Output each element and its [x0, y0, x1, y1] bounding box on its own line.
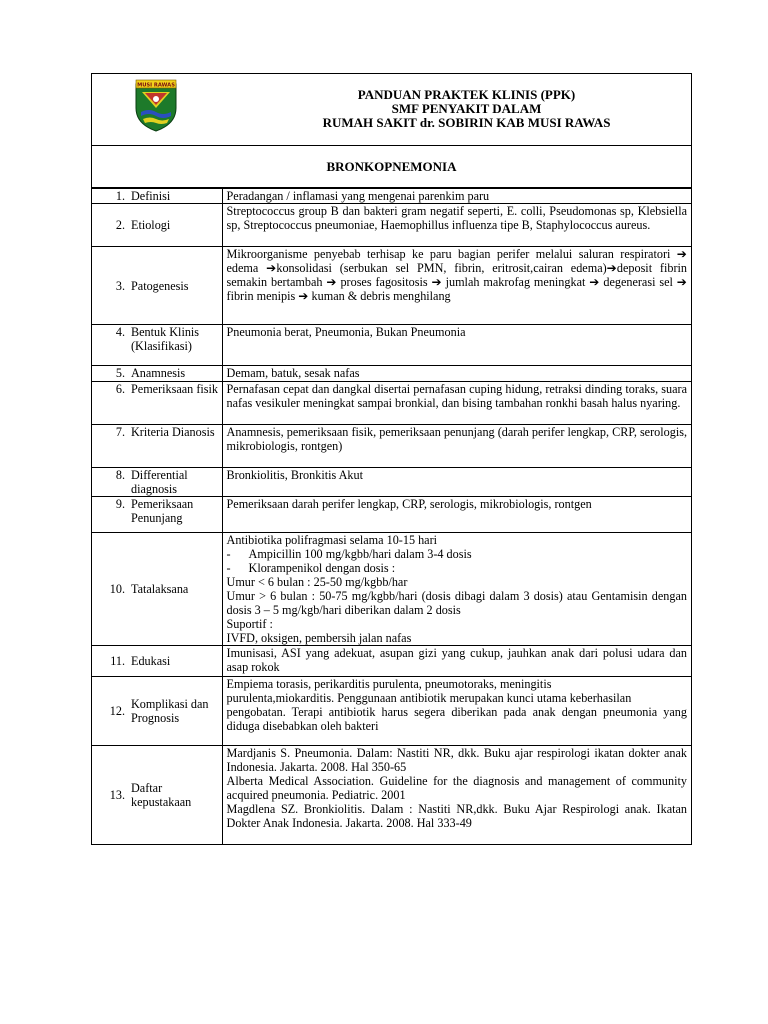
content-line: Umur > 6 bulan : 50-75 mg/kgbb/hari (dosis dibagi dalam 3 dosis) atau Gentamisin dengan dosis 3 – 5 mg/kgb/hari diberikan dalam 2 dosis — [226, 589, 687, 617]
table-row — [92, 247, 692, 325]
content-line: purulenta,miokarditis. Penggunaan antibiotik merupakan kunci utama keberhasilan — [226, 691, 632, 705]
svg-text:MUSI RAWAS: MUSI RAWAS — [137, 82, 175, 89]
content-line: pengobatan. Terapi antibiotik harus segera diberikan pada anak dengan pneumonia yang diduga disebabkan oleh bakteri — [226, 705, 687, 733]
content-line: IVFD, oksigen, pembersih jalan nafas — [226, 631, 412, 645]
row-label: Kriteria Dianosis — [131, 425, 215, 439]
row-number: 11. — [110, 654, 125, 668]
content-line: Pernafasan cepat dan dangkal disertai pernafasan cuping hidung, retraksi dinding toraks, suara nafas vesikuler meningkat sampai bronkial, dan bising tambahan ronkhi basah halus nyaring. — [226, 382, 687, 410]
content-line: Umur < 6 bulan : 25-50 mg/kgbb/har — [226, 575, 408, 589]
row-content — [222, 468, 691, 497]
row-label: Daftar kepustakaan — [131, 781, 192, 809]
content-line: Magdlena SZ. Bronkiolitis. Dalam : Nastiti NR,dkk. Buku Ajar Respirologi anak. Ikatan Dokter Anak Indonesia. Jakarta. 2008. Hal 333-49 — [226, 802, 687, 830]
row-label-cell — [92, 646, 223, 677]
table-row — [92, 746, 692, 845]
row-label-cell — [92, 204, 223, 247]
table-row — [92, 533, 692, 646]
row-content — [222, 746, 691, 845]
content-line: Mardjanis S. Pneumonia. Dalam: Nastiti NR, dkk. Buku ajar respirologi ikatan dokter anak Indonesia. Jakarta. 2008. Hal 350-65 — [226, 746, 687, 774]
row-label-cell — [92, 677, 223, 746]
row-label: Pemeriksaan Penunjang — [131, 497, 194, 525]
row-number: 9. — [115, 497, 125, 511]
row-label: Pemeriksaan fisik — [131, 382, 218, 396]
row-number: 2. — [115, 218, 125, 232]
musi-rawas-logo — [133, 78, 179, 132]
content-line: Suportif : — [226, 617, 273, 631]
header-title-block — [242, 88, 691, 130]
row-number: 5. — [115, 366, 125, 380]
content-line: Antibiotika polifragmasi selama 10-15 hari — [226, 533, 438, 547]
table-row — [92, 325, 692, 366]
content-line: - Ampicillin 100 mg/kgbb/hari dalam 3-4 dosis — [226, 547, 472, 561]
row-content — [222, 382, 691, 425]
row-label: Anamnesis — [131, 366, 186, 380]
row-label: Etiologi — [131, 218, 171, 232]
document-header — [91, 73, 692, 146]
content-line: Empiema torasis, perikarditis purulenta, pneumotoraks, meningitis — [226, 677, 552, 691]
row-content — [222, 247, 691, 325]
header-line-3: RUMAH SAKIT dr. SOBIRIN KAB MUSI RAWAS — [322, 115, 611, 130]
table-row — [92, 677, 692, 746]
row-number: 3. — [115, 278, 125, 293]
content-line: Pemeriksaan darah perifer lengkap, CRP, serologis, mikrobiologis, rontgen — [226, 497, 592, 511]
row-label-cell — [92, 497, 223, 533]
row-label: Komplikasi dan Prognosis — [131, 697, 209, 725]
row-label-cell — [92, 325, 223, 366]
table-row — [92, 425, 692, 468]
row-label-cell — [92, 425, 223, 468]
table-row — [92, 204, 692, 247]
row-label: Tatalaksana — [131, 581, 189, 596]
row-label: Edukasi — [131, 654, 171, 668]
row-number: 13. — [109, 788, 125, 802]
row-number: 4. — [115, 325, 125, 339]
document-title: BRONKOPNEMONIA — [91, 146, 692, 188]
content-line: Anamnesis, pemeriksaan fisik, pemeriksaan penunjang (darah perifer lengkap, CRP, serologis, mikrobiologis, rontgen) — [226, 425, 687, 453]
table-row — [92, 468, 692, 497]
row-number: 12. — [109, 704, 125, 718]
row-label: Differential diagnosis — [131, 468, 188, 496]
content-line: Demam, batuk, sesak nafas — [226, 366, 360, 380]
row-content — [222, 497, 691, 533]
row-label-cell — [92, 746, 223, 845]
content-line: Mikroorganisme penyebab terhisap ke paru bagian perifer melalui saluran respiratori ➔ edema ➔konsolidasi (serbukan sel PMN, fibrin, eritrosit,cairan edema)➔deposit fibrin semakin bertambah ➔ proses fagositosis ➔ jumlah makrofag meningkat ➔ degenerasi sel ➔ fibrin menipis ➔ kuman & debris menghilang — [226, 247, 687, 303]
ppk-table — [91, 188, 692, 845]
header-line-1: PANDUAN PRAKTEK KLINIS (PPK) — [357, 87, 576, 102]
row-label-cell — [92, 189, 223, 204]
row-content — [222, 425, 691, 468]
row-content — [222, 646, 691, 677]
content-line: - Klorampenikol dengan dosis : — [226, 561, 396, 575]
table-row — [92, 382, 692, 425]
content-line: Imunisasi, ASI yang adekuat, asupan gizi yang cukup, jauhkan anak dari polusi udara dan asap rokok — [226, 646, 687, 674]
row-label: Definisi — [131, 189, 171, 203]
row-content — [222, 533, 691, 646]
row-number: 8. — [115, 468, 125, 482]
row-label-cell — [92, 366, 223, 382]
content-line: Streptococcus group B dan bakteri gram negatif seperti, E. colli, Pseudomonas sp, Klebsiella sp, Streptococcus pneumoniae, Haemophillus influenza tipe B, Staphylococcus aureus. — [226, 204, 687, 232]
content-line: Alberta Medical Association. Guideline for the diagnosis and management of community acquired pneumonia. Pediatric. 2001 — [226, 774, 687, 802]
row-label-cell — [92, 468, 223, 497]
row-number: 10. — [109, 581, 125, 596]
row-content — [222, 189, 691, 204]
row-number: 6. — [115, 382, 125, 396]
row-content — [222, 366, 691, 382]
content-line: Peradangan / inflamasi yang mengenai parenkim paru — [226, 189, 490, 203]
row-number: 1. — [115, 189, 125, 203]
table-row — [92, 189, 692, 204]
row-content — [222, 325, 691, 366]
row-label-cell — [92, 247, 223, 325]
content-line: Pneumonia berat, Pneumonia, Bukan Pneumonia — [226, 325, 466, 339]
table-row — [92, 497, 692, 533]
table-row — [92, 646, 692, 677]
header-line-2: SMF PENYAKIT DALAM — [391, 101, 542, 116]
row-label: Bentuk Klinis (Klasifikasi) — [131, 325, 200, 353]
content-line: Bronkiolitis, Bronkitis Akut — [226, 468, 363, 482]
document — [91, 73, 692, 845]
row-content — [222, 677, 691, 746]
table-row — [92, 366, 692, 382]
row-label: Patogenesis — [131, 278, 189, 293]
row-number: 7. — [115, 425, 125, 439]
row-label-cell — [92, 533, 223, 646]
row-label-cell — [92, 382, 223, 425]
row-content — [222, 204, 691, 247]
